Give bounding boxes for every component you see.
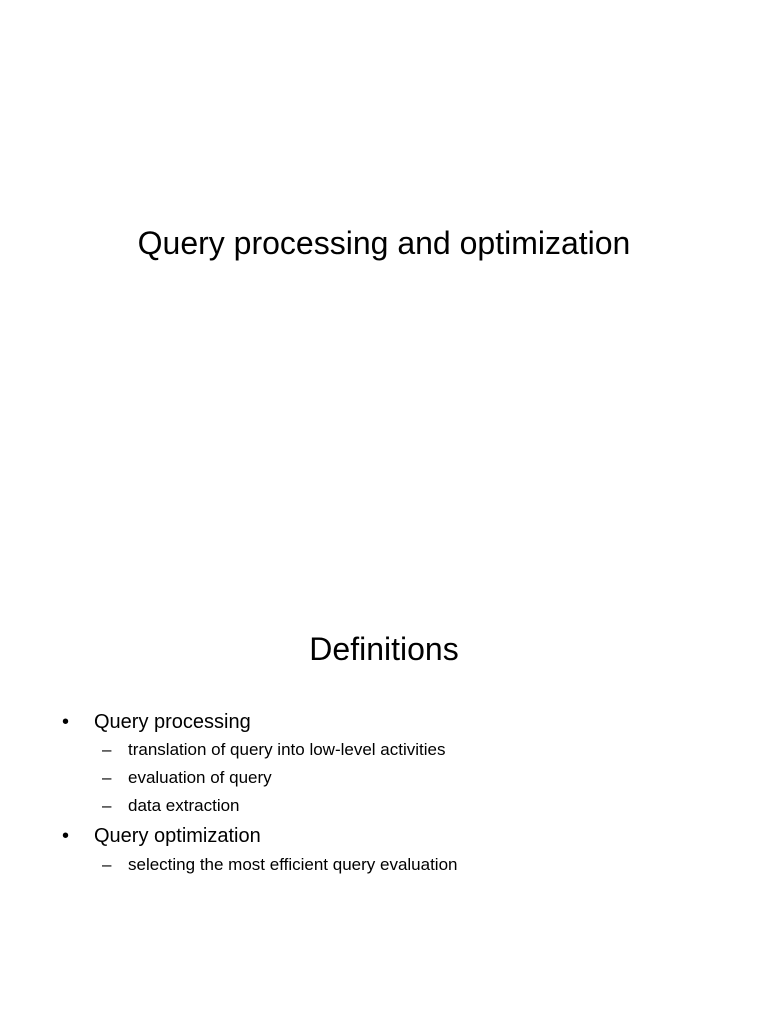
sub-bullet-mark: – (102, 740, 112, 759)
bullet-mark: • (62, 825, 70, 847)
bullet-text: Query processing (94, 711, 251, 733)
slide-definitions (0, 512, 768, 1024)
sub-bullet-mark: – (102, 855, 112, 874)
sub-bullet-text: selecting the most efficient query evaluation (128, 855, 458, 874)
definitions-heading: Definitions (309, 631, 459, 667)
sub-bullet-text: evaluation of query (128, 768, 272, 787)
bullet-mark: • (62, 711, 70, 733)
sub-bullet-mark: – (102, 796, 112, 815)
slide-title-heading: Query processing and optimization (137, 225, 631, 261)
sub-bullet-mark: – (102, 768, 112, 787)
definitions-bullet-list (0, 512, 768, 1024)
bullet-text: Query optimization (94, 825, 261, 847)
sub-bullet-text: translation of query into low-level activities (128, 740, 446, 759)
sub-bullet-text: data extraction (128, 796, 240, 815)
